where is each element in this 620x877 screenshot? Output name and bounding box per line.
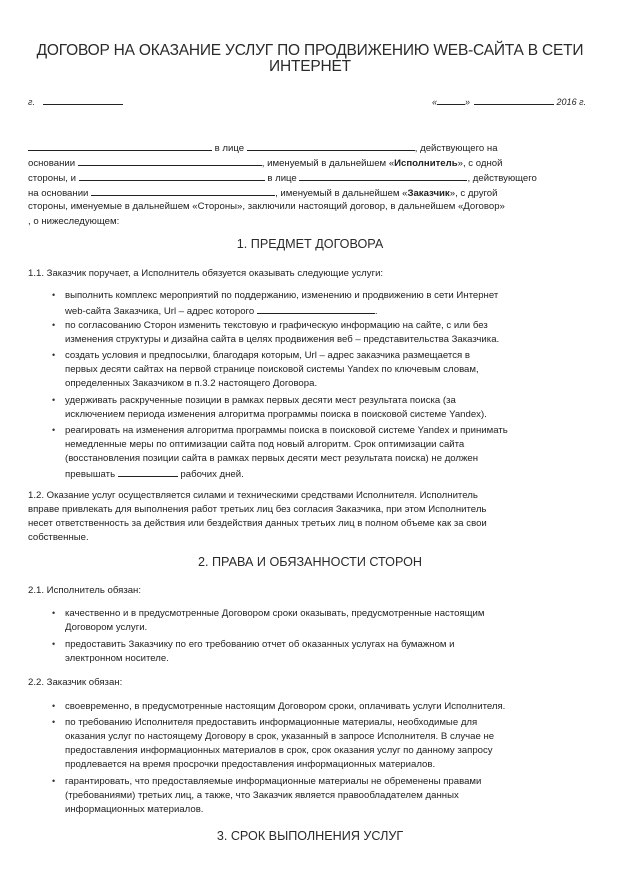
blank — [247, 141, 415, 151]
city-line — [28, 95, 123, 109]
list-item: предоставления информационных материалов в срок, срок оказания услуг по данному запросу — [65, 745, 493, 756]
bullet-icon: • — [52, 608, 56, 618]
list-item — [65, 467, 244, 482]
date-close-quote: » — [465, 97, 471, 107]
list-item: первых десяти сайтах на первой странице поисковой системы Yandex по ключевым словам, — [65, 364, 479, 375]
clause-1-2-line: собственные. — [28, 532, 89, 543]
list-item: информационных материалов. — [65, 804, 204, 815]
text: стороны, и — [28, 173, 76, 184]
text: на основании — [28, 188, 89, 199]
blank — [91, 186, 275, 196]
parties-line-3 — [28, 171, 537, 186]
text: », с одной — [457, 158, 503, 169]
parties-line-1 — [28, 141, 498, 156]
list-item — [65, 304, 378, 319]
executor-term: Исполнитель — [394, 158, 458, 169]
list-item: электронном носителе. — [65, 653, 169, 664]
text: рабочих дней. — [180, 469, 244, 480]
list-item: гарантировать, что предоставляемые информационные материалы не обременены правами — [65, 776, 482, 787]
blank — [78, 156, 262, 166]
blank — [28, 141, 212, 151]
clause-1-2-line: вправе привлекать для выполнения работ третьих лиц без согласия Заказчика, при этом Исполнитель — [28, 504, 487, 515]
text: основании — [28, 158, 76, 169]
date-line — [432, 95, 586, 109]
text: превышать — [65, 469, 116, 480]
list-item: определенных Заказчиком в п.3.2 настоящего Договора. — [65, 378, 318, 389]
list-item: исключением периода изменения алгоритма программы поиска в поисковой системе Yandex). — [65, 409, 487, 420]
bullet-icon: • — [52, 717, 56, 727]
list-item: реагировать на изменения алгоритма программы поиска в поисковой системе Yandex и принимать — [65, 425, 508, 436]
list-item: (восстановления позиции сайта в рамках первых десяти мест результата поиска) не должен — [65, 453, 479, 464]
month-blank — [474, 95, 554, 105]
clause-2-2: 2.2. Заказчик обязан: — [28, 677, 123, 688]
bullet-icon: • — [52, 776, 56, 786]
blank — [299, 171, 467, 181]
text: », с другой — [449, 188, 498, 199]
list-item: продлевается на время просрочки предоставления информационных материалов. — [65, 759, 436, 770]
clause-2-1: 2.1. Исполнитель обязан: — [28, 585, 142, 596]
list-item: по требованию Исполнителя предоставить информационные материалы, необходимые для — [65, 717, 478, 728]
parties-line-2 — [28, 156, 502, 171]
bullet-icon: • — [52, 425, 56, 435]
text: в лице — [267, 173, 297, 184]
days-blank — [118, 467, 178, 477]
list-item: качественно и в предусмотренные Договором сроки оказывать, предусмотренные настоящим — [65, 608, 485, 619]
list-item: своевременно, в предусмотренные настоящим Договором сроки, оплачивать услуги Исполнителя. — [65, 701, 506, 712]
parties-line-6: , о нижеследующем: — [28, 216, 120, 227]
city-prefix: г. — [28, 97, 35, 107]
list-item: Договором услуги. — [65, 622, 148, 633]
clause-1-2-line: 1.2. Оказание услуг осуществляется силами и техническими средствами Исполнителя. Исполнитель — [28, 490, 478, 501]
blank — [79, 171, 265, 181]
section-2-heading: 2. ПРАВА И ОБЯЗАННОСТИ СТОРОН — [198, 555, 422, 569]
clause-1-2-line: несет ответственность за действия или бездействия данных третьих лиц в полном объеме как за свои — [28, 518, 487, 529]
date-open-quote: « — [432, 97, 438, 107]
date-year: 2016 г. — [556, 97, 587, 107]
section-3-heading: 3. СРОК ВЫПОЛНЕНИЯ УСЛУГ — [216, 829, 404, 843]
list-item: оказания услуг по настоящему Договору в срок, указанный в запросе Исполнителя. В случае не — [65, 731, 495, 742]
section-1-heading: 1. ПРЕДМЕТ ДОГОВОРА — [236, 237, 384, 251]
list-item: немедленные меры по оптимизации сайта под новый алгоритм. Срок оптимизации сайта — [65, 439, 465, 450]
parties-line-4 — [28, 186, 497, 201]
text: web-сайта Заказчика, Url – адрес которого — [65, 306, 255, 317]
text: , действующего — [467, 173, 537, 184]
text: , именуемый в дальнейшем « — [261, 158, 395, 169]
clause-1-1: 1.1. Заказчик поручает, а Исполнитель обязуется оказывать следующие услуги: — [28, 268, 384, 279]
list-item: (требованиями) третьих лиц, а также, что Заказчик является правообладателем данных — [65, 790, 459, 801]
list-item: изменения структуры и дизайна сайта в целях продвижения веб – представительства Заказчика. — [65, 334, 500, 345]
url-blank — [257, 304, 375, 314]
text: в лице — [214, 143, 245, 154]
text: , действующего на — [414, 143, 498, 154]
bullet-icon: • — [52, 701, 56, 711]
list-item: создать условия и предпосылки, благодаря которым, Url – адрес заказчика размещается в — [65, 350, 470, 361]
list-item: по согласованию Сторон изменить текстовую и графическую информацию на сайте, с или без — [65, 320, 488, 331]
bullet-icon: • — [52, 395, 56, 405]
customer-term: Заказчик — [407, 188, 450, 199]
bullet-icon: • — [52, 350, 56, 360]
bullet-icon: • — [52, 290, 56, 300]
text: . — [374, 306, 378, 317]
parties-line-5: стороны, именуемые в дальнейшем «Стороны», заключили настоящий договор, в дальнейшем «Договор» — [28, 201, 505, 212]
list-item: выполнить комплекс мероприятий по поддержанию, изменению и продвижению в сети Интернет — [65, 290, 499, 301]
bullet-icon: • — [52, 320, 56, 330]
document-title: ДОГОВОР НА ОКАЗАНИЕ УСЛУГ ПО ПРОДВИЖЕНИЮ WEB-САЙТА В СЕТИ ИНТЕРНЕТ — [36, 42, 584, 75]
city-blank — [43, 95, 123, 105]
list-item: предоставить Заказчику по его требованию отчет об оказанных услугах на бумажном и — [65, 639, 455, 650]
text: , именуемый в дальнейшем « — [275, 188, 408, 199]
day-blank — [437, 95, 465, 105]
bullet-icon: • — [52, 639, 56, 649]
list-item: удерживать раскрученные позиции в рамках первых десяти мест результата поиска (за — [65, 395, 456, 406]
